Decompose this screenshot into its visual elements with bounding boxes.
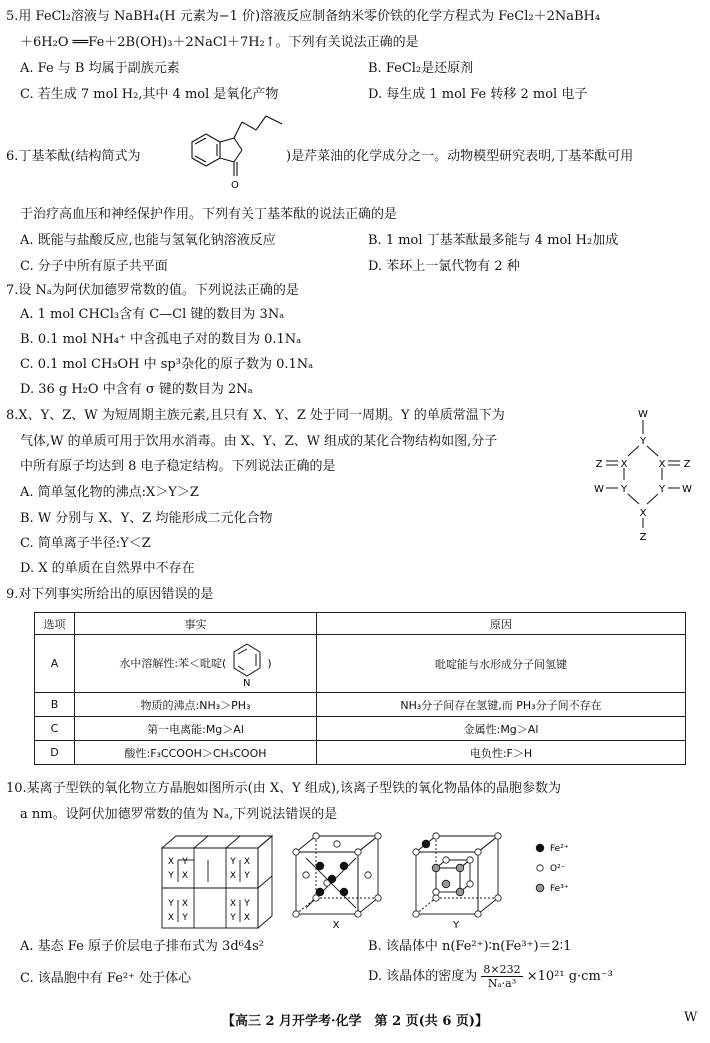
q9-row-c	[35, 717, 686, 741]
row-option: B	[35, 693, 75, 717]
subcell-y: Y	[168, 899, 174, 909]
row-reason: 金属性:Mg＞Al	[317, 717, 686, 741]
atom-x-left: X	[620, 459, 628, 470]
q8-stem-line3: 中所有原子均达到 8 电子稳定结构。下列说法正确的是	[20, 459, 336, 474]
footer-mark: W	[684, 1010, 698, 1025]
legend-fe3: Fe³⁺	[550, 884, 569, 894]
q5-option-d: D. 每生成 1 mol Fe 转移 2 mol 电子	[368, 87, 588, 102]
butylphthalide-structure	[178, 108, 286, 198]
subcell-y: Y	[244, 899, 250, 909]
q10-option-d-pre: D. 该晶体的密度为	[368, 969, 478, 984]
cell-y-atoms	[413, 833, 501, 917]
atom-w-right: W	[682, 484, 692, 495]
q6-option-c: C. 分子中所有原子共平面	[20, 259, 168, 274]
q10-option-d	[368, 962, 613, 992]
q10-option-a: A. 基态 Fe 原子价层电子排布式为 3d⁶4s²	[20, 939, 265, 954]
row-fact: 第一电离能:Mg＞Al	[75, 717, 317, 741]
q5-option-b: B. FeCl₂是还原剂	[368, 61, 474, 76]
subcell-x: Y	[168, 871, 174, 881]
subcell-x: X	[243, 857, 251, 867]
row-fact	[75, 635, 317, 693]
atom-z-bottom: Z	[639, 532, 647, 543]
atom-y-left: Y	[620, 484, 628, 495]
q9-table	[34, 612, 686, 765]
subcell-x: X	[167, 913, 175, 923]
q8-stem-line1: 8.X、Y、Z、W 为短周期主族元素,且只有 X、Y、Z 处于同一周期。Y 的单质常温下为	[6, 408, 505, 423]
q9-row-d	[35, 741, 686, 765]
subcell-x: X	[229, 899, 237, 909]
q5-stem-line2: ＋6H₂O ══Fe＋2B(OH)₃＋2NaCl＋7H₂↑。下列有关说法正确的是	[20, 35, 419, 50]
atom-x-right: X	[658, 459, 666, 470]
q8-molecule-structure	[588, 402, 698, 544]
q10-option-d-post: ×10²¹ g·cm⁻³	[526, 969, 613, 984]
q6-stem-post: )是芹菜油的化学成分之一。动物模型研究表明,丁基苯酞可用	[286, 149, 634, 164]
row-fact: 酸性:F₃CCOOH＞CH₃COOH	[75, 741, 317, 765]
atom-y-right: Y	[658, 484, 666, 495]
q6-option-a: A. 既能与盐酸反应,也能与氢氧化钠溶液反应	[20, 233, 276, 248]
q10-option-b: B. 该晶体中 n(Fe²⁺)∶n(Fe³⁺)＝2∶1	[368, 939, 572, 954]
q8-option-b: B. W 分别与 X、Y、Z 均能形成二元化合物	[20, 511, 273, 526]
q5-option-a: A. Fe 与 B 均属于副族元素	[20, 61, 180, 76]
legend-fe2: Fe²⁺	[550, 844, 569, 854]
q8-option-d: D. X 的单质在自然界中不存在	[20, 561, 195, 576]
q6-stem-pre: 6.丁基苯酞(结构简式为	[6, 149, 141, 164]
composite-cell	[162, 836, 272, 928]
q8-option-c: C. 简单离子半径:Y＜Z	[20, 536, 151, 551]
q10-option-c: C. 该晶胞中有 Fe²⁺ 处于体心	[20, 971, 192, 986]
q7-option-c: C. 0.1 mol CH₃OH 中 sp³杂化的原子数为 0.1Nₐ	[20, 357, 314, 372]
row-reason: NH₃分子间存在氢键,而 PH₃分子间不存在	[317, 693, 686, 717]
density-fraction	[481, 963, 522, 990]
cell-y	[416, 836, 498, 914]
subcell-y: Y	[182, 913, 188, 923]
header-fact: 事实	[75, 613, 317, 635]
atom-z-right: Z	[683, 459, 691, 470]
atom-w-left: W	[594, 484, 604, 495]
row-fact: 物质的沸点:NH₃＞PH₃	[75, 693, 317, 717]
cell-x-label: X	[332, 920, 340, 931]
subcell-y: Y	[244, 871, 250, 881]
q9-header-row	[35, 613, 686, 635]
row-fact-text: 水中溶解性:苯＜吡啶(	[119, 656, 227, 670]
q10-stem-line1: 10.某离子型铁的氧化物立方晶胞如图所示(由 X、Y 组成),该离子型铁的氧化物晶体的晶胞参数为	[6, 781, 562, 796]
q8-option-a: A. 简单氢化物的沸点:X＞Y＞Z	[20, 485, 199, 500]
q5-stem-line1: 5.用 FeCl₂溶液与 NaBH₄(H 元素为−1 价)溶液反应制备纳米零价铁的化学方程式为 FeCl₂＋2NaBH₄	[6, 9, 601, 24]
q6-stem-line2: 于治疗高血压和神经保护作用。下列有关丁基苯酞的说法正确的是	[20, 207, 398, 222]
q6-option-b: B. 1 mol 丁基苯酞最多能与 4 mol H₂加成	[368, 233, 619, 248]
pyridine-n-label: N	[242, 677, 251, 688]
subcell-y: Y	[230, 913, 236, 923]
row-option: D	[35, 741, 75, 765]
q10-stem-line2: a nm。设阿伏加德罗常数的值为 Nₐ,下列说法错误的是	[20, 807, 338, 822]
subcell-x: X	[229, 871, 237, 881]
atom-x-bottom: X	[639, 508, 647, 519]
atom-w-top: W	[638, 409, 648, 420]
q7-option-b: B. 0.1 mol NH₄⁺ 中含孤电子对的数目为 0.1Nₐ	[20, 332, 302, 347]
legend-o2: O²⁻	[550, 864, 566, 874]
row-option: A	[35, 635, 75, 693]
q8-stem-line2: 气体,W 的单质可用于饮用水消毒。由 X、Y、Z、W 组成的某化合物结构如图,分子	[20, 434, 498, 449]
q9-row-b	[35, 693, 686, 717]
q5-option-c: C. 若生成 7 mol H₂,其中 4 mol 是氧化产物	[20, 87, 279, 102]
subcell-x: X	[167, 857, 175, 867]
crystal-cell-figures	[160, 830, 580, 934]
row-reason: 电负性:F＞H	[317, 741, 686, 765]
row-option: C	[35, 717, 75, 741]
q6-option-d: D. 苯环上一氯代物有 2 种	[368, 259, 520, 274]
row-reason: 吡啶能与水形成分子间氢键	[317, 635, 686, 693]
subcell-y: Y	[230, 857, 236, 867]
q7-stem: 7.设 Nₐ为阿伏加德罗常数的值。下列说法正确的是	[6, 283, 299, 298]
subcell-x: X	[181, 899, 189, 909]
subcell-x: X	[243, 913, 251, 923]
header-reason: 原因	[317, 613, 686, 635]
cell-y-label: Y	[452, 920, 460, 931]
q7-option-a: A. 1 mol CHCl₃含有 C—Cl 键的数目为 3Nₐ	[20, 307, 285, 322]
subcell-y: X	[181, 871, 189, 881]
q7-option-d: D. 36 g H₂O 中含有 σ 键的数目为 2Nₐ	[20, 382, 253, 397]
cell-x-atoms	[293, 833, 381, 917]
row-fact-tail: )	[267, 656, 272, 670]
pyridine-structure	[230, 640, 264, 688]
header-option: 选项	[35, 613, 75, 635]
q9-stem: 9.对下列事实所给出的原因错误的是	[6, 587, 214, 602]
legend	[536, 844, 569, 894]
q9-row-a	[35, 635, 686, 693]
density-numerator: 8×232	[483, 963, 521, 976]
density-denominator: Nₐ·a³	[487, 977, 517, 990]
phthalide-carbonyl-o: O	[231, 180, 239, 191]
subcell-y: Y	[182, 857, 188, 867]
page-footer: 【高三 2 月开学考·化学 第 2 页(共 6 页)】	[221, 1014, 489, 1029]
atom-z-left: Z	[595, 459, 603, 470]
atom-y-top: Y	[639, 436, 647, 447]
